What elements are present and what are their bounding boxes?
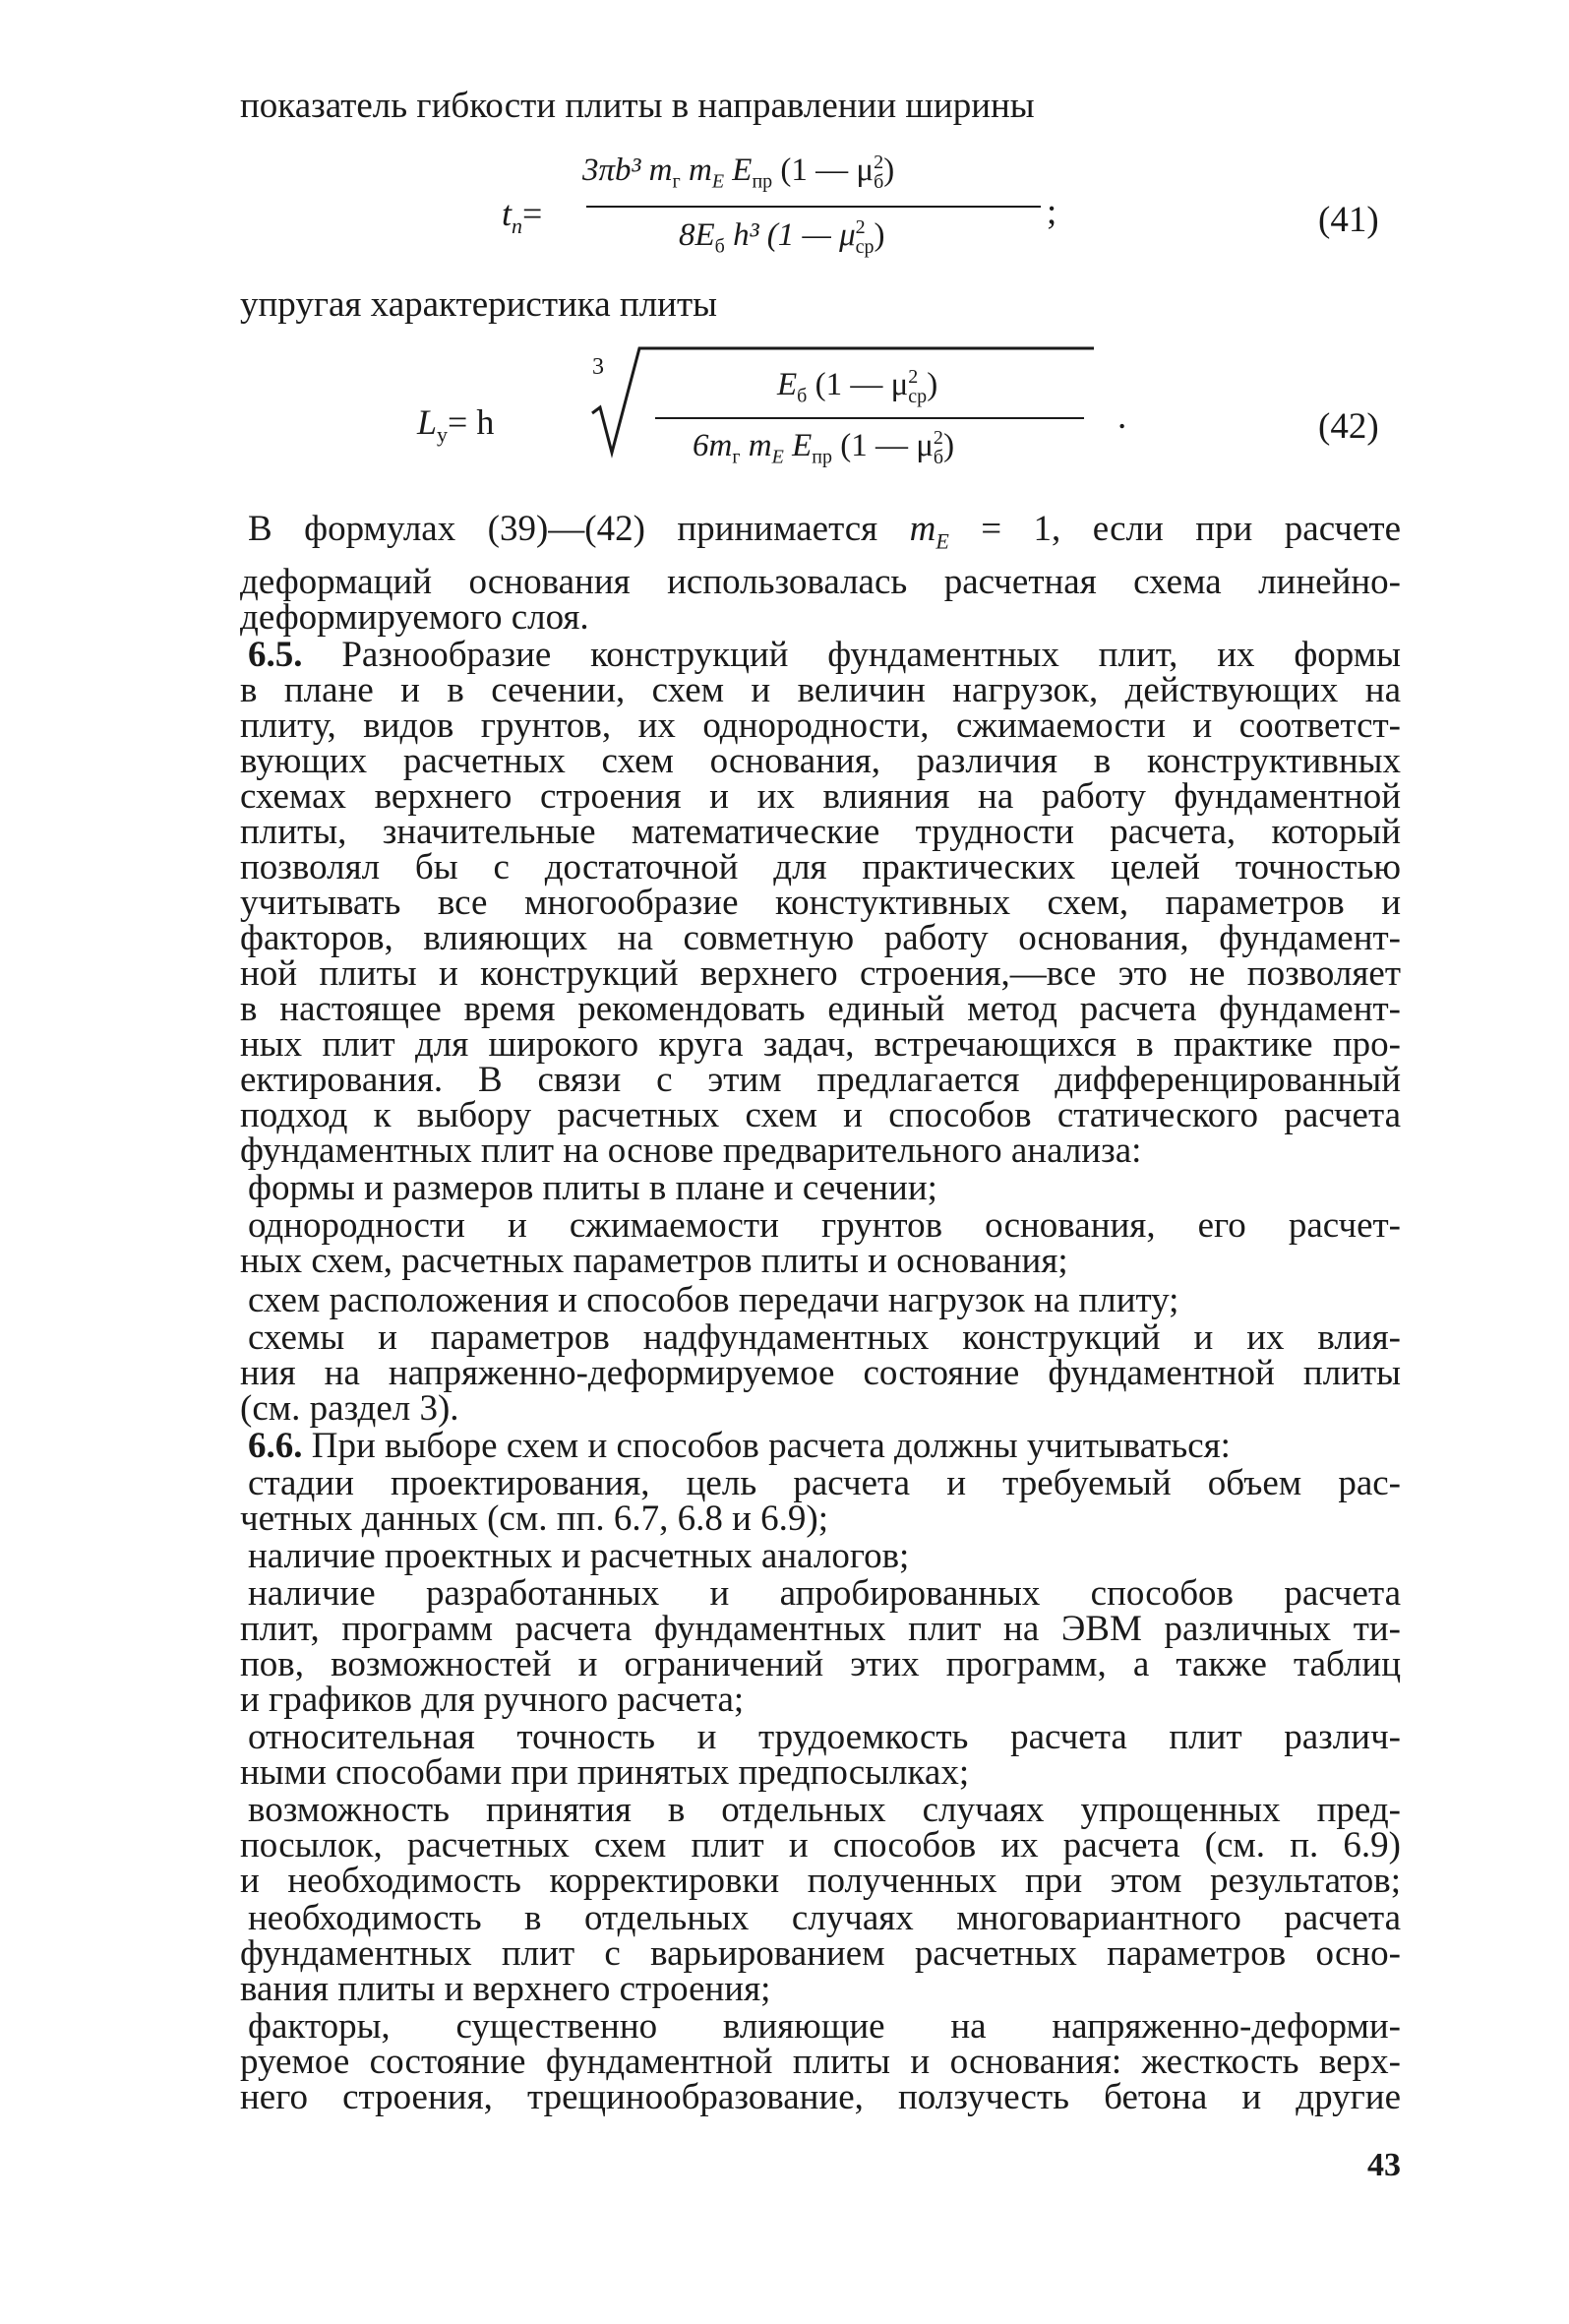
section-6-5-line: подход к выбору расчетных схем и способов статического расчета	[240, 1095, 1401, 1135]
para-formulas-line-2: деформаций основания использовалась расчетная схема линейно-	[240, 562, 1401, 602]
formula-42-denominator: $6m_г$ $m_E$ $E_{пр}$ (1 — $\mu^2_б$)	[693, 427, 955, 468]
list-item: возможность принятия в отдельных случаях упрощенных пред-	[248, 1790, 1401, 1830]
list-item-continuation: (см. раздел 3).	[240, 1388, 459, 1429]
section-6-5-line-1: 6.5. Разнообразие конструкций фундаментных плит, их формы	[248, 635, 1401, 675]
elastic-characteristic-line: упругая характеристика плиты	[240, 284, 717, 325]
list-item: однородности и сжимаемости грунтов основания, его расчет-	[248, 1205, 1401, 1246]
formula-41-fraction-bar	[586, 206, 1041, 208]
section-6-5-line: фундаментных плит на основе предварительного анализа:	[240, 1131, 1142, 1171]
formula-41-number: (41)	[1318, 200, 1379, 240]
list-item: наличие разработанных и апробированных способов расчета	[248, 1573, 1401, 1614]
formula-42-fraction-bar	[655, 417, 1084, 419]
section-6-5-line: факторов, влияющих на совметную работу основания, фундамент-	[240, 918, 1401, 958]
section-6-5-line: в настоящее время рекомендовать единый метод расчета фундамент-	[240, 989, 1401, 1029]
formula-42-dot: .	[1117, 397, 1127, 437]
list-item: наличие проектных и расчетных аналогов;	[248, 1536, 910, 1576]
section-6-5-line: позволял бы с достаточной для практических целей точностью	[240, 847, 1401, 887]
formula-42-number: (42)	[1318, 406, 1379, 447]
list-item: относительная точность и трудоемкость расчета плит различ-	[248, 1717, 1401, 1757]
section-6-5-line: вующих расчетных схем основания, различия в конструктивных	[240, 741, 1401, 781]
list-item: факторы, существенно влияющие на напряженно-деформи-	[248, 2006, 1401, 2047]
formula-42-lhs: $L_у= h$	[417, 402, 495, 448]
list-item-continuation: него строения, трещинообразование, ползучесть бетона и другие	[240, 2077, 1401, 2117]
list-item-continuation: и необходимость корректировки полученных при этом результатов;	[240, 1861, 1401, 1901]
section-6-5-line: ной плиты и конструкций верхнего строения,—все это не позволяет	[240, 953, 1401, 994]
list-item-continuation: плит, программ расчета фундаментных плит на ЭВМ различных ти-	[240, 1609, 1401, 1649]
para-formulas-line-1: В формулах (39)—(42) принимается $m_E = 1$, если при расчете	[248, 509, 1401, 554]
page-number: 43	[1367, 2147, 1401, 2183]
section-6-5-line: учитывать все многообразие констуктивных схем, параметров и	[240, 883, 1401, 923]
list-item-continuation: фундаментных плит с варьированием расчетных параметров осно-	[240, 1933, 1401, 1974]
para-formulas-line-3: деформируемого слоя.	[240, 597, 589, 638]
formula-41-semicolon: ;	[1047, 192, 1057, 232]
list-item-continuation: ными способами при принятых предпосылках;	[240, 1752, 970, 1793]
section-6-5-line: в плане и в сечении, схем и величин нагрузок, действующих на	[240, 670, 1401, 710]
list-item-continuation: четных данных (см. пп. 6.7, 6.8 и 6.9);	[240, 1498, 828, 1539]
list-item-continuation: посылок, расчетных схем плит и способов их расчета (см. п. 6.9)	[240, 1825, 1401, 1865]
list-item-continuation: руемое состояние фундаментной плиты и основания: жесткость верх-	[240, 2042, 1401, 2082]
section-6-5-line: плиты, значительные математические трудности расчета, который	[240, 812, 1401, 852]
formula-41-numerator: 3πb³ $m_г$ $m_E$ $E_{пр}$ (1 — $\mu^2_б$)	[582, 152, 895, 193]
formula-42-numerator: $E_б$ (1 — $\mu^2_{ср}$)	[777, 366, 938, 407]
formula-41-denominator: $8E_б$ h³ (1 — $\mu^2_{ср}$)	[679, 216, 885, 258]
list-item-continuation: ния на напряженно-деформируемое состояние фундаментной плиты	[240, 1353, 1401, 1393]
list-item: стадии проектирования, цель расчета и требуемый объем рас-	[248, 1463, 1401, 1503]
list-item-continuation: пов, возможностей и ограничений этих программ, а также таблиц	[240, 1644, 1401, 1684]
formula-42-root-index: 3	[592, 354, 604, 380]
list-item-continuation: ных схем, расчетных параметров плиты и основания;	[240, 1241, 1068, 1281]
list-item-continuation: и графиков для ручного расчета;	[240, 1680, 745, 1720]
section-6-6-line-1: 6.6. При выборе схем и способов расчета должны учитываться:	[248, 1426, 1231, 1466]
list-item: формы и размеров плиты в плане и сечении;	[248, 1168, 937, 1208]
section-6-5-line: схемах верхнего строения и их влияния на работу фундаментной	[240, 776, 1401, 817]
section-6-5-line: плиту, видов грунтов, их однородности, сжимаемости и соответст-	[240, 705, 1401, 746]
list-item: схемы и параметров надфундаментных конструкций и их влия-	[248, 1317, 1401, 1358]
intro-line: показатель гибкости плиты в направлении ширины	[240, 86, 1035, 126]
section-6-5-line: ектирования. В связи с этим предлагается дифференцированный	[240, 1060, 1401, 1100]
list-item: необходимость в отдельных случаях многовариантного расчета	[248, 1898, 1401, 1938]
section-6-5-line: ных плит для широкого круга задач, встречающихся в практике про-	[240, 1024, 1401, 1065]
formula-41-lhs: $t_n=$	[502, 194, 543, 239]
list-item-continuation: вания плиты и верхнего строения;	[240, 1969, 771, 2009]
list-item: схем расположения и способов передачи нагрузок на плиту;	[248, 1280, 1179, 1320]
